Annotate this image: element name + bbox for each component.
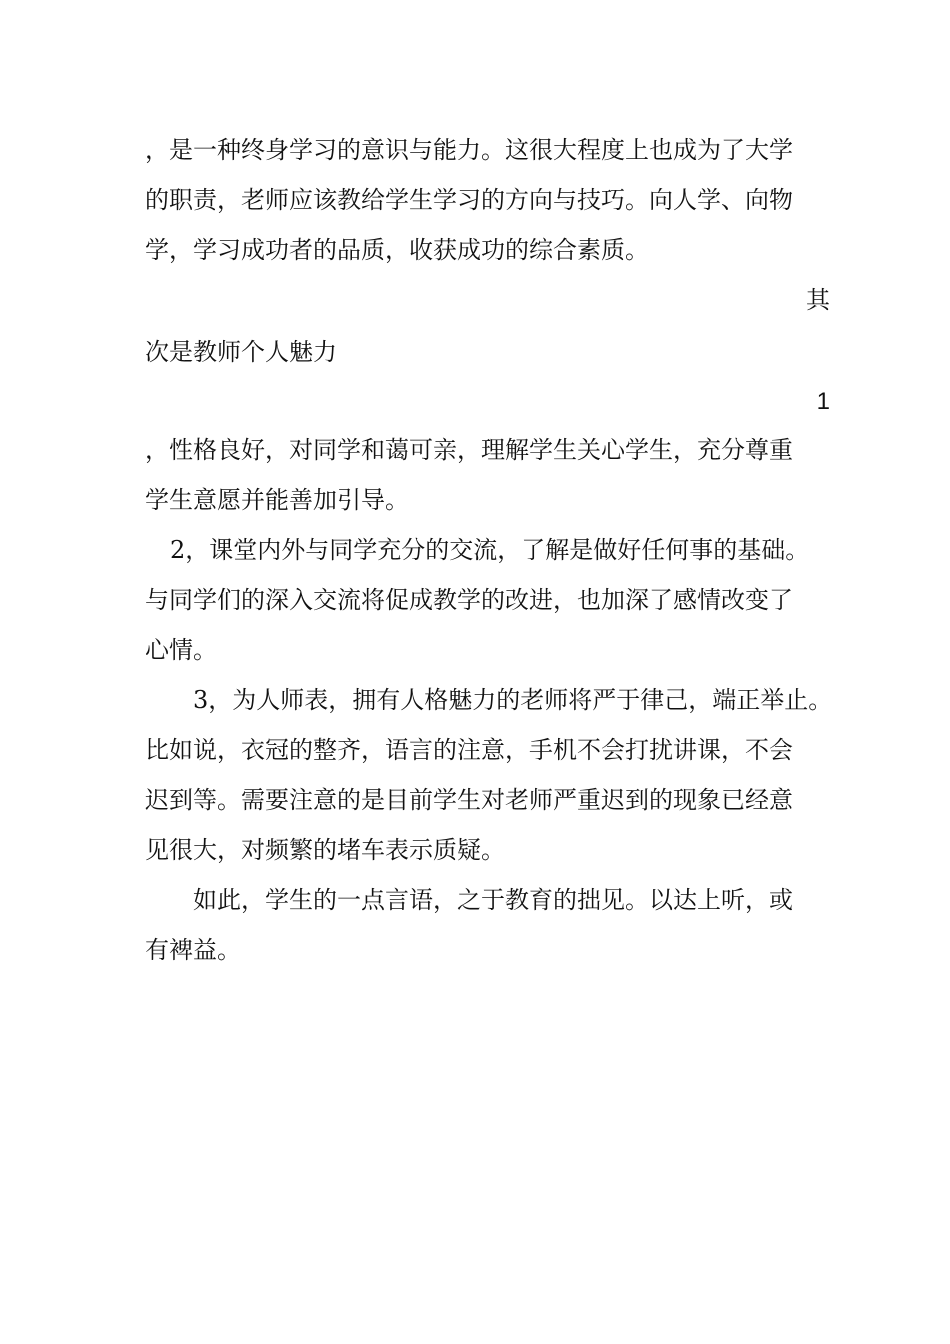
paragraph-line: 学生意愿并能善加引导。 bbox=[145, 486, 409, 514]
paragraph-line: 3，为人师表，拥有人格魅力的老师将严于律己，端正举止。 bbox=[193, 686, 833, 714]
paragraph-line: ，是一种终身学习的意识与能力。这很大程度上也成为了大学 bbox=[145, 136, 793, 164]
paragraph-line: 迟到等。需要注意的是目前学生对老师严重迟到的现象已经意 bbox=[145, 786, 793, 814]
paragraph-line: 比如说，衣冠的整齐，语言的注意，手机不会打扰讲课，不会 bbox=[145, 736, 793, 764]
paragraph-line: 的职责，老师应该教给学生学习的方向与技巧。向人学、向物 bbox=[145, 186, 793, 214]
paragraph-line: 见很大，对频繁的堵车表示质疑。 bbox=[145, 836, 505, 864]
paragraph-line: 2，课堂内外与同学充分的交流，了解是做好任何事的基础。 bbox=[170, 536, 810, 564]
paragraph-line: 与同学们的深入交流将促成教学的改进，也加深了感情改变了 bbox=[145, 586, 793, 614]
paragraph-line: 有裨益。 bbox=[145, 936, 241, 964]
paragraph-line: 其 bbox=[806, 286, 830, 314]
paragraph-line: 心情。 bbox=[145, 636, 217, 664]
section-heading-line: 次是教师个人魅力 bbox=[145, 338, 337, 366]
paragraph-line: 学，学习成功者的品质，收获成功的综合素质。 bbox=[145, 236, 649, 264]
list-number: 1 bbox=[816, 388, 830, 415]
paragraph-line: ，性格良好，对同学和蔼可亲，理解学生关心学生，充分尊重 bbox=[145, 436, 793, 464]
paragraph-line: 如此，学生的一点言语，之于教育的拙见。以达上听，或 bbox=[193, 886, 793, 914]
